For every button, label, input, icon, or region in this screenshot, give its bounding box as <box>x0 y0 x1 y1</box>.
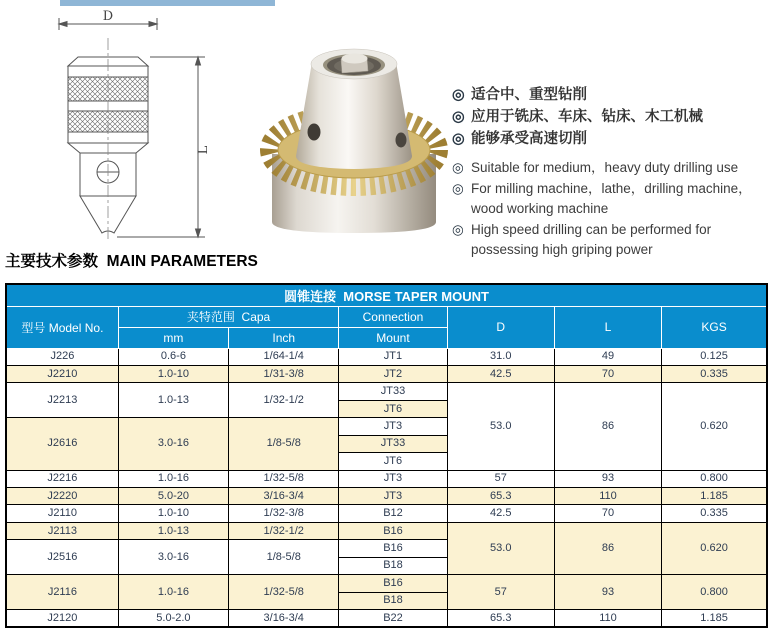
feature-list <box>452 84 772 261</box>
table-row <box>6 505 767 522</box>
table-cell: 1.0-13 <box>118 522 228 539</box>
table-cell: B16 <box>339 522 447 539</box>
center-pin-top <box>342 54 368 64</box>
table-cell: B16 <box>339 575 447 592</box>
table-cell: 0.335 <box>662 365 767 382</box>
table-cell: 3/16-3/4 <box>229 488 339 505</box>
table-cell: JT1 <box>339 348 447 365</box>
table-cell: J226 <box>6 348 118 365</box>
col-header-inch: Inch <box>229 327 339 348</box>
table-cell: J2616 <box>6 418 118 470</box>
table-cell: J2120 <box>6 610 118 627</box>
table-cell: 42.5 <box>447 365 554 382</box>
table-cell: J2110 <box>6 505 118 522</box>
table-cell: JT6 <box>339 400 447 417</box>
table-cell: 1.185 <box>662 610 767 627</box>
table-cell: 0.620 <box>662 522 767 574</box>
table-cell: 3/16-3/4 <box>229 610 339 627</box>
table-cell: 53.0 <box>447 383 554 470</box>
table-cell: 110 <box>554 610 661 627</box>
feature-text: High speed drilling can be performed for possessing high griping power <box>471 221 712 257</box>
table-cell: JT3 <box>339 488 447 505</box>
feature-item-en <box>452 179 772 220</box>
table-cell: 53.0 <box>447 522 554 574</box>
table-cell: 70 <box>554 505 661 522</box>
table-cell: 0.800 <box>662 470 767 487</box>
product-photo <box>253 28 455 240</box>
table-cell: 1/32-5/8 <box>229 470 339 487</box>
table-cell: 1.0-13 <box>118 383 228 418</box>
col-header-mm: mm <box>118 327 228 348</box>
table-cell: 1.0-16 <box>118 575 228 610</box>
table-row <box>6 522 767 539</box>
feature-item-cn <box>452 84 772 106</box>
table-cell: 5.0-2.0 <box>118 610 228 627</box>
table-cell: J2116 <box>6 575 118 610</box>
col-header-d: D <box>447 306 554 348</box>
feature-item-cn <box>452 106 772 128</box>
col-header-capa: 夹特范围 Capa <box>118 306 339 327</box>
table-cell: 1/31-3/8 <box>229 365 339 382</box>
feature-item-en <box>452 220 772 261</box>
table-cell: J2113 <box>6 522 118 539</box>
ring-bullet-icon: ◎ <box>452 109 465 125</box>
table-cell: 57 <box>447 575 554 610</box>
table-cell: B22 <box>339 610 447 627</box>
table-body <box>6 348 767 627</box>
table-cell: JT3 <box>339 470 447 487</box>
table-cell: 5.0-20 <box>118 488 228 505</box>
ring-bullet-icon: ◎ <box>452 160 464 175</box>
table-cell: 49 <box>554 348 661 365</box>
table-cell: 65.3 <box>447 610 554 627</box>
col-header-connection: Connection <box>339 306 447 327</box>
table-cell: J2220 <box>6 488 118 505</box>
table-cell: 1/8-5/8 <box>229 418 339 470</box>
feature-item-cn <box>452 128 772 150</box>
table-cell: 1/32-3/8 <box>229 505 339 522</box>
table-cell: 1/32-1/2 <box>229 383 339 418</box>
table-row <box>6 348 767 365</box>
table-title: 圆锥连接 MORSE TAPER MOUNT <box>6 284 767 306</box>
table-cell: 86 <box>554 383 661 470</box>
table-cell: 65.3 <box>447 488 554 505</box>
table-row <box>6 383 767 400</box>
table-cell: J2213 <box>6 383 118 418</box>
table-cell: JT33 <box>339 435 447 452</box>
table-cell: 1/32-1/2 <box>229 522 339 539</box>
table-cell: JT6 <box>339 453 447 470</box>
table-cell: 0.620 <box>662 383 767 470</box>
table-cell: 93 <box>554 575 661 610</box>
header-row-1 <box>6 306 767 327</box>
table-cell: 0.800 <box>662 575 767 610</box>
col-header-l: L <box>554 306 661 348</box>
table-cell: J2210 <box>6 365 118 382</box>
ring-bullet-icon: ◎ <box>452 221 464 237</box>
ring-bullet-icon: ◎ <box>452 180 464 196</box>
feature-text: 适合中、重型钻削 <box>471 87 587 103</box>
table-cell: JT33 <box>339 383 447 400</box>
technical-drawing <box>45 4 220 244</box>
ring-bullet-icon: ◎ <box>452 87 465 103</box>
dim-l-label: L <box>196 145 211 155</box>
section-heading: 主要技术参数 MAIN PARAMETERS <box>5 253 258 270</box>
table-title-row <box>6 284 767 306</box>
table-row <box>6 488 767 505</box>
table-cell: 42.5 <box>447 505 554 522</box>
table-cell: 70 <box>554 365 661 382</box>
table-cell: 1.0-10 <box>118 365 228 382</box>
table-cell: 1/32-5/8 <box>229 575 339 610</box>
key-hole-right <box>396 133 407 148</box>
table-cell: 57 <box>447 470 554 487</box>
table-cell: 86 <box>554 522 661 574</box>
table-cell: 1/8-5/8 <box>229 540 339 575</box>
feature-text: For milling machine，lathe，drilling machine，wood working machine <box>471 180 752 216</box>
dim-d-label: D <box>102 9 114 24</box>
table-cell: B18 <box>339 592 447 609</box>
key-hole-left <box>308 124 321 141</box>
table-cell: 3.0-16 <box>118 540 228 575</box>
feature-text: Suitable for medium，heavy duty drilling use <box>471 160 739 175</box>
table-cell: JT2 <box>339 365 447 382</box>
table-cell: B16 <box>339 540 447 557</box>
ring-bullet-icon: ◎ <box>452 131 465 147</box>
table-cell: JT3 <box>339 418 447 435</box>
table-cell: 1.0-16 <box>118 470 228 487</box>
col-header-model: 型号 Model No. <box>6 306 118 348</box>
table-cell: 0.6-6 <box>118 348 228 365</box>
table-cell: 93 <box>554 470 661 487</box>
table-cell: B18 <box>339 557 447 574</box>
table-row <box>6 610 767 627</box>
table-row <box>6 470 767 487</box>
table-cell: 110 <box>554 488 661 505</box>
table-cell: J2516 <box>6 540 118 575</box>
table-cell: 0.125 <box>662 348 767 365</box>
table-cell: 1.185 <box>662 488 767 505</box>
col-header-mount: Mount <box>339 327 447 348</box>
table-cell: 1/64-1/4 <box>229 348 339 365</box>
table-cell: 0.335 <box>662 505 767 522</box>
feature-text: 应用于铣床、车床、钻床、木工机械 <box>471 109 703 125</box>
table-row <box>6 575 767 592</box>
table-head <box>6 284 767 348</box>
table-cell: 31.0 <box>447 348 554 365</box>
col-header-kgs: KGS <box>662 306 767 348</box>
table-cell: B12 <box>339 505 447 522</box>
table-row <box>6 365 767 382</box>
table-cell: 3.0-16 <box>118 418 228 470</box>
parameters-table <box>5 283 768 628</box>
feature-text: 能够承受高速切削 <box>471 131 587 147</box>
table-cell: 1.0-10 <box>118 505 228 522</box>
table-cell: J2216 <box>6 470 118 487</box>
feature-item-en <box>452 158 772 179</box>
